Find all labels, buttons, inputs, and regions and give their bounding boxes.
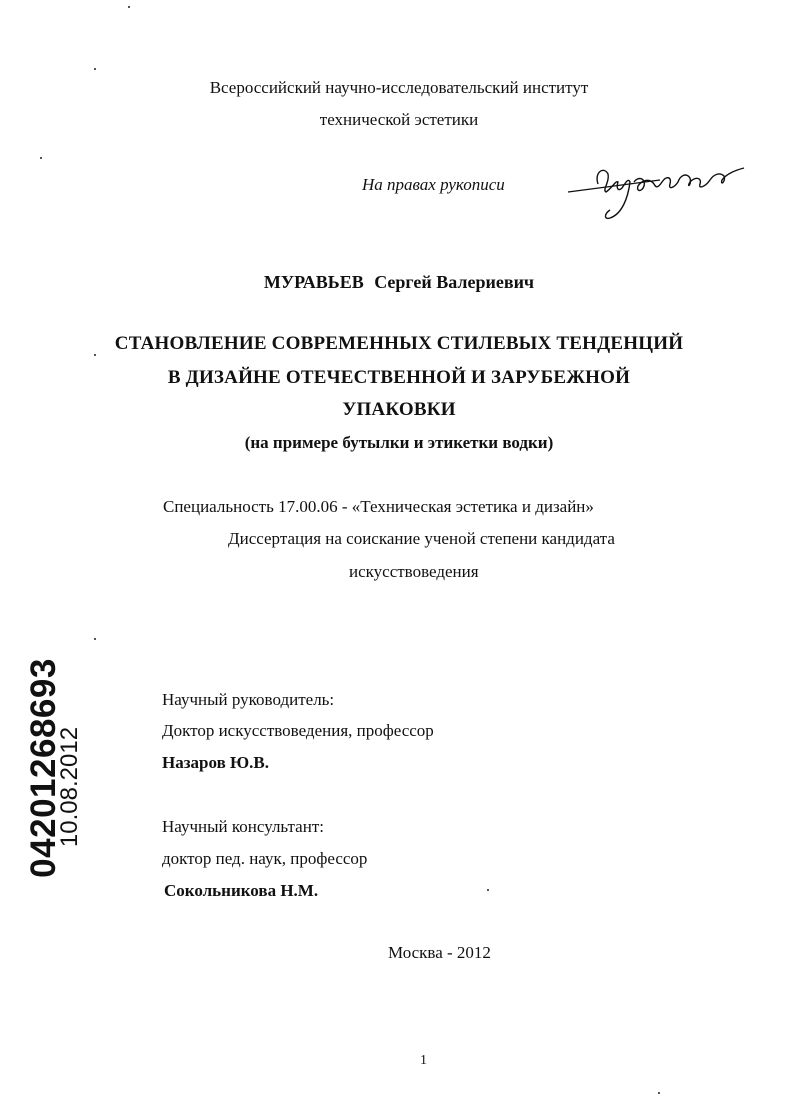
library-stamp-number: 04201268693 — [24, 658, 63, 878]
scan-speck — [487, 889, 489, 891]
consultant-label: Научный консультант: — [162, 817, 324, 836]
scan-speck — [128, 6, 130, 8]
specialty: Специальность 17.00.06 - «Техническая эстетика и дизайн» — [163, 497, 594, 516]
library-stamp-date: 10.08.2012 — [56, 726, 83, 848]
title-line-1: СТАНОВЛЕНИЕ СОВРЕМЕННЫХ СТИЛЕВЫХ ТЕНДЕНЦИЙ — [114, 333, 684, 354]
title-line-3: УПАКОВКИ — [342, 399, 456, 420]
supervisor-position: Доктор искусствоведения, профессор — [162, 721, 434, 740]
city-year: Москва - 2012 — [388, 943, 491, 962]
scan-speck — [40, 157, 42, 159]
scan-speck — [94, 354, 96, 356]
title-subtitle: (на примере бутылки и этикетки водки) — [244, 433, 554, 452]
author-name — [0, 272, 798, 293]
consultant-position: доктор пед. наук, профессор — [162, 849, 368, 868]
dissertation-line-2: искусствоведения — [349, 562, 479, 581]
author-surname: МУРАВЬЕВ — [263, 272, 364, 292]
scan-speck — [94, 638, 96, 640]
supervisor-label: Научный руководитель: — [162, 690, 335, 709]
institute-line-2: технической эстетики — [319, 110, 479, 129]
dissertation-line-1: Диссертация на соискание ученой степени кандидата — [228, 529, 615, 548]
institute-line-1: Всероссийский научно-исследовательский институт — [209, 78, 589, 97]
scan-speck — [94, 68, 96, 70]
author-signature — [560, 158, 750, 228]
consultant-name: Сокольникова Н.М. — [164, 881, 319, 900]
scan-speck — [658, 1092, 660, 1094]
author-given-names: Сергей Валериевич — [374, 272, 535, 292]
page-number: 1 — [420, 1053, 427, 1068]
manuscript-note: На правах рукописи — [362, 175, 505, 194]
title-line-2: В ДИЗАЙНЕ ОТЕЧЕСТВЕННОЙ И ЗАРУБЕЖНОЙ — [167, 367, 631, 388]
supervisor-name: Назаров Ю.В. — [162, 753, 269, 772]
